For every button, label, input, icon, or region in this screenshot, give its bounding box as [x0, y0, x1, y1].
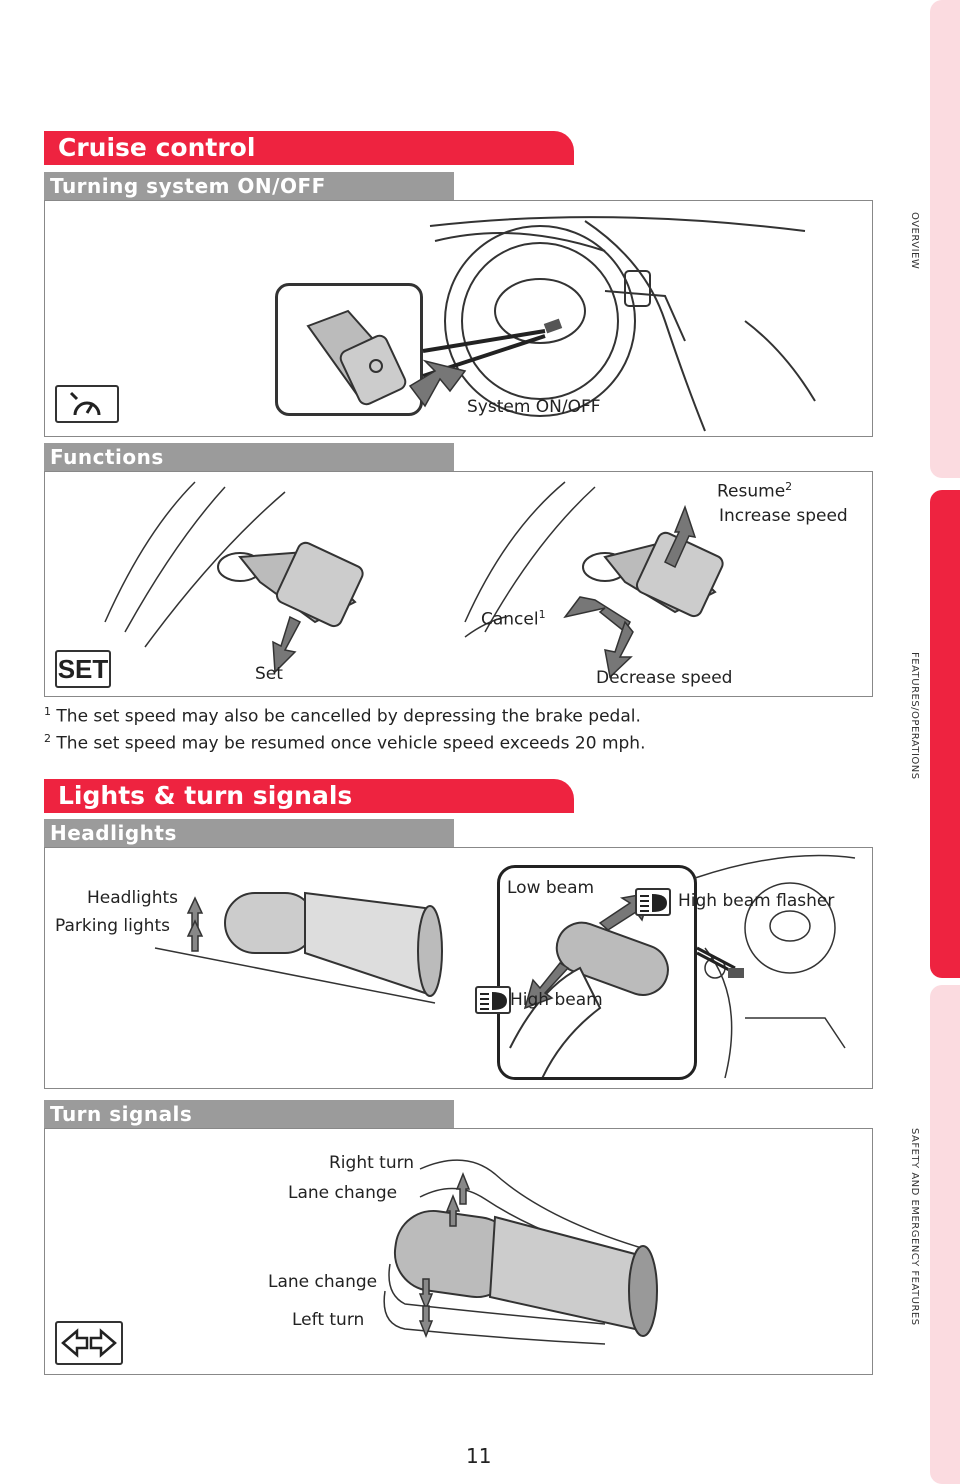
- label-lane-change-up: Lane change: [288, 1183, 398, 1203]
- footnote-2: $^2$ The set speed may be resumed once vehicle speed exceeds 20 mph.: [44, 732, 646, 754]
- subheading-headlights: Headlights: [44, 819, 454, 847]
- high-beam-icon-2: [475, 986, 511, 1014]
- subheading-functions: Functions: [44, 443, 454, 471]
- turn-signal-stalk-illustration: [45, 1129, 874, 1376]
- cruise-control-icon: [55, 385, 119, 423]
- label-decrease-speed: Decrease speed: [596, 668, 733, 688]
- label-left-turn: Left turn: [292, 1310, 365, 1330]
- label-cancel: Cancel$^1$: [481, 608, 546, 630]
- footnote-1: $^1$ The set speed may also be cancelled by depressing the brake pedal.: [44, 705, 641, 727]
- section-title-lights: Lights & turn signals: [44, 779, 574, 813]
- panel-headlights: [44, 847, 873, 1089]
- side-label-overview: OVERVIEW: [909, 212, 920, 270]
- subheading-turn-signals: Turn signals: [44, 1100, 454, 1128]
- set-icon: SET: [55, 650, 111, 688]
- on-off-arrow-icon: [45, 201, 874, 438]
- label-system-on-off: System ON/OFF: [467, 397, 601, 417]
- dashboard-illustration: [45, 848, 874, 1090]
- side-label-safety: SAFETY AND EMERGENCY FEATURES: [909, 1128, 920, 1326]
- turn-signal-icon: [55, 1321, 123, 1365]
- label-high-beam: High beam: [510, 990, 603, 1010]
- page-number: 11: [466, 1444, 492, 1468]
- side-label-features: FEATURES/OPERATIONS: [909, 652, 920, 780]
- label-headlights: Headlights: [87, 888, 178, 908]
- side-tab-safety[interactable]: [930, 985, 960, 1484]
- subheading-turning-system: Turning system ON/OFF: [44, 172, 454, 200]
- panel-turn-signals: [44, 1128, 873, 1375]
- panel-functions: [44, 471, 873, 697]
- label-right-turn: Right turn: [329, 1153, 415, 1173]
- side-tab-features[interactable]: [930, 490, 960, 978]
- label-low-beam: Low beam: [507, 878, 595, 898]
- label-resume: Resume$^2$: [717, 480, 793, 502]
- label-increase-speed: Increase speed: [719, 506, 848, 526]
- label-lane-change-down: Lane change: [268, 1272, 378, 1292]
- label-high-beam-flasher: High beam flasher: [678, 891, 835, 911]
- panel-turning-system: [44, 200, 873, 437]
- label-parking-lights: Parking lights: [55, 916, 170, 936]
- label-set: Set: [255, 664, 283, 684]
- side-tab-overview[interactable]: [930, 0, 960, 478]
- high-beam-icon: [635, 888, 671, 916]
- section-title-cruise: Cruise control: [44, 131, 574, 165]
